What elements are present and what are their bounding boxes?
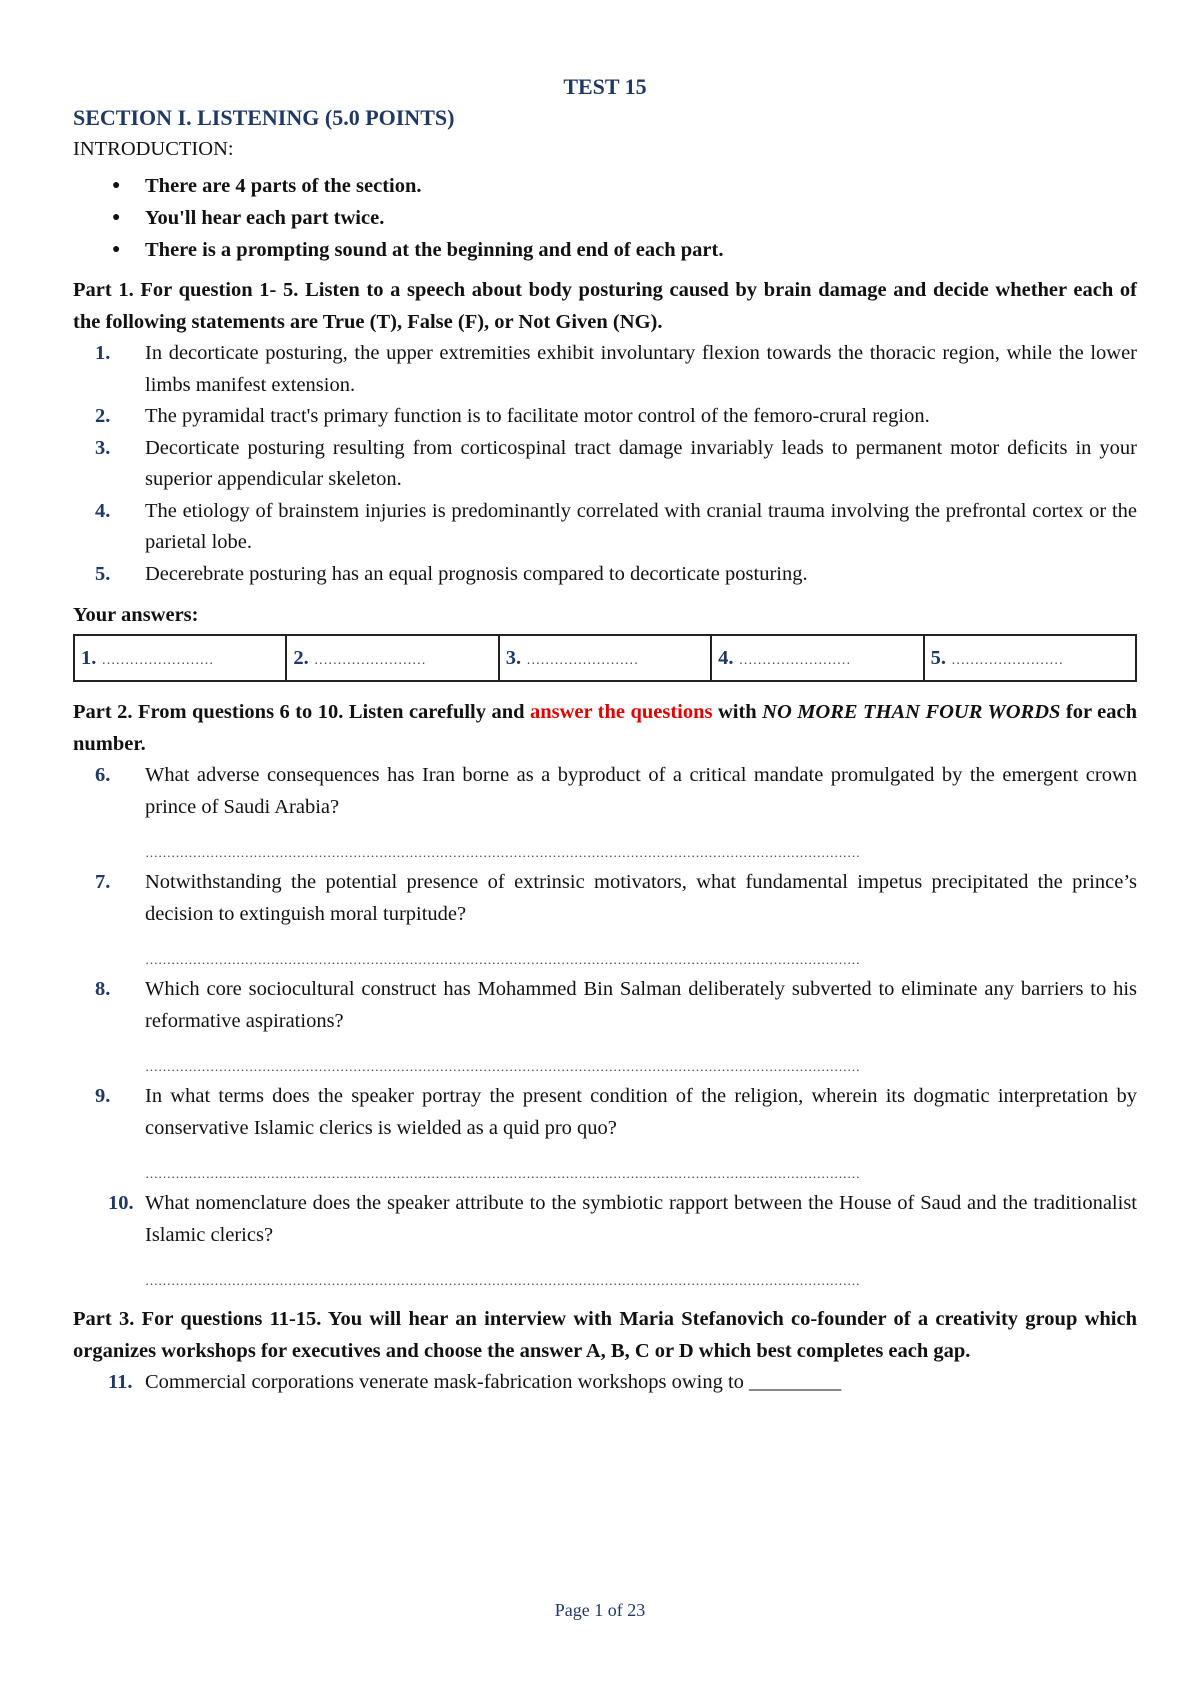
question-number: 7.: [95, 871, 111, 893]
part2-instruction-a: . From questions 6 to 10. Listen carefully and: [127, 701, 530, 723]
question-number: 9.: [95, 1085, 111, 1107]
answer-cell-number: 1.: [81, 646, 97, 669]
question-item: [73, 496, 1137, 559]
test-title: TEST 15: [563, 74, 647, 99]
question-text: Decerebrate posturing has an equal prognosis compared to decorticate posturing.: [145, 562, 808, 585]
question-number: 10.: [108, 1192, 134, 1214]
answer-cell[interactable]: [499, 635, 711, 681]
answer-blank: ……………………: [526, 652, 639, 668]
answer-cell[interactable]: [711, 635, 923, 681]
question-number: 5.: [95, 562, 111, 585]
page-footer: Page 1 of 23: [554, 1600, 646, 1620]
question-number: 2.: [95, 405, 111, 427]
question-item: [73, 1081, 1137, 1144]
question-number: 3.: [95, 436, 111, 459]
question-item: [73, 974, 1137, 1037]
question-number: 1.: [95, 342, 111, 364]
answer-cell-number: 5.: [930, 646, 946, 669]
part2-instruction-c: for each number.: [73, 701, 1137, 755]
answer-table: [73, 634, 1137, 682]
bullet-item: ● There is a prompting sound at the beginning and end of each part.: [145, 234, 1137, 266]
answer-blank: ……………………: [738, 652, 851, 668]
part2-label: Part 2: [73, 701, 128, 723]
answer-cell[interactable]: [74, 635, 286, 681]
question-text: What nomenclature does the speaker attribute to the symbiotic rapport between the House of Saud and the traditionalist Islamic clerics?: [145, 1192, 1137, 1246]
bullet-item: ● There are 4 parts of the section.: [145, 170, 1137, 202]
answer-line[interactable]: …………………………………………………………………………………………………………………………………………………: [145, 845, 860, 860]
question-item: [73, 1367, 1137, 1399]
question-item: [73, 867, 1137, 930]
answer-line[interactable]: …………………………………………………………………………………………………………………………………………………: [145, 1273, 860, 1288]
answer-cell-number: 4.: [718, 646, 734, 669]
part2-heading: [73, 696, 1137, 760]
question-text: The etiology of brainstem injuries is predominantly correlated with cranial trauma involving the prefrontal cortex or the parietal lobe.: [145, 499, 1137, 553]
question-text: Commercial corporations venerate mask-fabrication workshops owing to _________: [145, 1371, 842, 1393]
question-item: [73, 559, 1137, 591]
question-item: [73, 760, 1137, 823]
part1-instruction: . For question 1- 5. Listen to a speech about body posturing caused by brain damage and decide whether each of the following statements are True (T), False (F), or Not Given (NG).: [73, 279, 1138, 333]
question-number: 8.: [95, 978, 111, 1000]
answer-line[interactable]: …………………………………………………………………………………………………………………………………………………: [145, 1059, 860, 1074]
question-item: [73, 433, 1137, 496]
part2-question-list: [73, 760, 1137, 1295]
document-page: [73, 72, 1137, 1399]
part1-heading: [73, 274, 1137, 338]
question-item: [73, 1188, 1137, 1251]
intro-bullet-list: [73, 170, 1137, 266]
part2-instruction-italic: NO MORE THAN FOUR WORDS: [762, 701, 1061, 723]
question-number: 11.: [108, 1371, 133, 1393]
part2-instruction-b: with: [712, 701, 763, 723]
question-text: Which core sociocultural construct has Mohammed Bin Salman deliberately subverted to eliminate any barriers to his reformative aspirations?: [145, 978, 1137, 1032]
your-answers-label: Your answers:: [73, 604, 199, 626]
section-title: SECTION I. LISTENING (5.0 POINTS): [73, 105, 455, 130]
question-item: [73, 338, 1137, 401]
answer-line[interactable]: …………………………………………………………………………………………………………………………………………………: [145, 1166, 860, 1181]
bullet-item: ● You'll hear each part twice.: [145, 202, 1137, 234]
question-item: [73, 401, 1137, 433]
part3-heading: [73, 1303, 1137, 1367]
question-text: What adverse consequences has Iran borne as a byproduct of a critical mandate promulgated by the emergent crown prince of Saudi Arabia?: [145, 764, 1137, 818]
answer-blank: ……………………: [101, 652, 214, 668]
question-text: In decorticate posturing, the upper extremities exhibit involuntary flexion towards the thoracic region, while the lower limbs manifest extension.: [145, 342, 1137, 396]
answer-blank: ……………………: [951, 652, 1064, 668]
answer-cell[interactable]: [924, 635, 1136, 681]
part3-question-list: [73, 1367, 1137, 1399]
introduction-label: INTRODUCTION:: [73, 138, 234, 160]
question-number: 4.: [95, 499, 111, 522]
question-text: The pyramidal tract's primary function is to facilitate motor control of the femoro-crural region.: [145, 405, 930, 427]
answer-cell-number: 2.: [293, 646, 309, 669]
part1-question-list: [73, 338, 1137, 590]
answer-blank: ……………………: [313, 652, 426, 668]
part3-instruction: . For questions 11-15. You will hear an interview with Maria Stefanovich co-founder of a creativity group which organizes workshops for executives and choose the answer A, B, C or D which best completes each gap.: [73, 1308, 1137, 1362]
part3-label: Part 3: [73, 1308, 130, 1330]
part2-instruction-highlight: answer the questions: [529, 701, 713, 723]
question-text: Notwithstanding the potential presence of extrinsic motivators, what fundamental impetus precipitated the prince’s decision to extinguish moral turpitude?: [145, 871, 1137, 925]
part1-label: Part 1: [73, 279, 129, 301]
answer-row: [74, 635, 1136, 681]
question-text: In what terms does the speaker portray the present condition of the religion, wherein its dogmatic interpretation by conservative Islamic clerics is wielded as a quid pro quo?: [145, 1085, 1137, 1139]
question-text: Decorticate posturing resulting from corticospinal tract damage invariably leads to permanent motor deficits in your superior appendicular skeleton.: [145, 436, 1137, 490]
question-number: 6.: [95, 764, 111, 786]
answer-cell-number: 3.: [505, 646, 522, 669]
answer-line[interactable]: …………………………………………………………………………………………………………………………………………………: [145, 952, 860, 967]
answer-cell[interactable]: [286, 635, 498, 681]
